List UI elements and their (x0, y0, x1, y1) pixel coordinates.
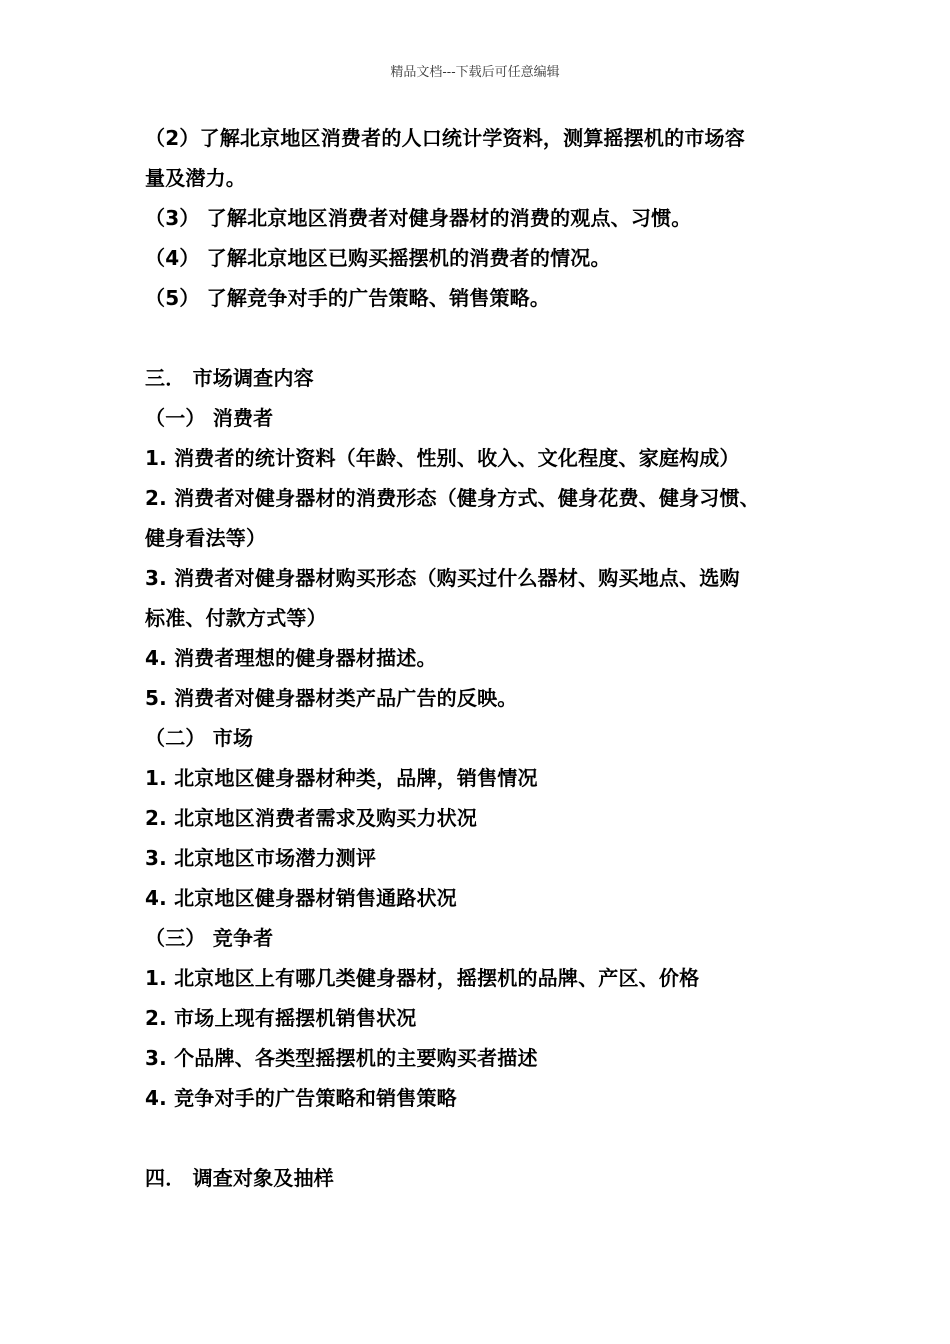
section-3-title: 三． 市场调查内容 (145, 366, 314, 390)
blank-line (145, 318, 835, 358)
competitors-item-2: 2. 市场上现有摇摆机销售状况 (145, 1006, 417, 1030)
consumers-item-3-line-2: 标准、付款方式等） (145, 606, 327, 630)
consumers-item-2-line-1: 2. 消费者对健身器材的消费形态（健身方式、健身花费、健身习惯、 (145, 486, 760, 510)
blank-line (145, 1118, 835, 1158)
market-heading: （二） 市场 (145, 726, 254, 750)
consumers-item-4: 4. 消费者理想的健身器材描述。 (145, 646, 437, 670)
objective-item-3: （3） 了解北京地区消费者对健身器材的消费的观点、习惯。 (145, 206, 692, 230)
market-item-1: 1. 北京地区健身器材种类，品牌，销售情况 (145, 766, 538, 790)
competitors-heading: （三） 竞争者 (145, 926, 274, 950)
objective-item-2-line-1: （2）了解北京地区消费者的人口统计学资料，测算摇摆机的市场容 (145, 126, 745, 150)
section-4-title: 四． 调查对象及抽样 (145, 1166, 334, 1190)
competitors-item-3: 3. 个品牌、各类型摇摆机的主要购买者描述 (145, 1046, 538, 1070)
market-item-4: 4. 北京地区健身器材销售通路状况 (145, 886, 457, 910)
consumers-item-2-line-2: 健身看法等） (145, 526, 267, 550)
objective-item-4: （4） 了解北京地区已购买摇摆机的消费者的情况。 (145, 246, 611, 270)
objective-item-5: （5） 了解竞争对手的广告策略、销售策略。 (145, 286, 551, 310)
competitors-item-4: 4. 竞争对手的广告策略和销售策略 (145, 1086, 457, 1110)
consumers-item-3-line-1: 3. 消费者对健身器材购买形态（购买过什么器材、购买地点、选购 (145, 566, 740, 590)
document-body (145, 118, 835, 1198)
consumers-heading: （一） 消费者 (145, 406, 274, 430)
market-item-3: 3. 北京地区市场潜力测评 (145, 846, 377, 870)
objective-item-2-line-2: 量及潜力。 (145, 166, 246, 190)
market-item-2: 2. 北京地区消费者需求及购买力状况 (145, 806, 478, 830)
consumers-item-1: 1. 消费者的统计资料（年龄、性别、收入、文化程度、家庭构成） (145, 446, 740, 470)
competitors-item-1: 1. 北京地区上有哪几类健身器材，摇摆机的品牌、产区、价格 (145, 966, 700, 990)
consumers-item-5: 5. 消费者对健身器材类产品广告的反映。 (145, 686, 518, 710)
page-header: 精品文档---下载后可任意编辑 (390, 65, 560, 80)
